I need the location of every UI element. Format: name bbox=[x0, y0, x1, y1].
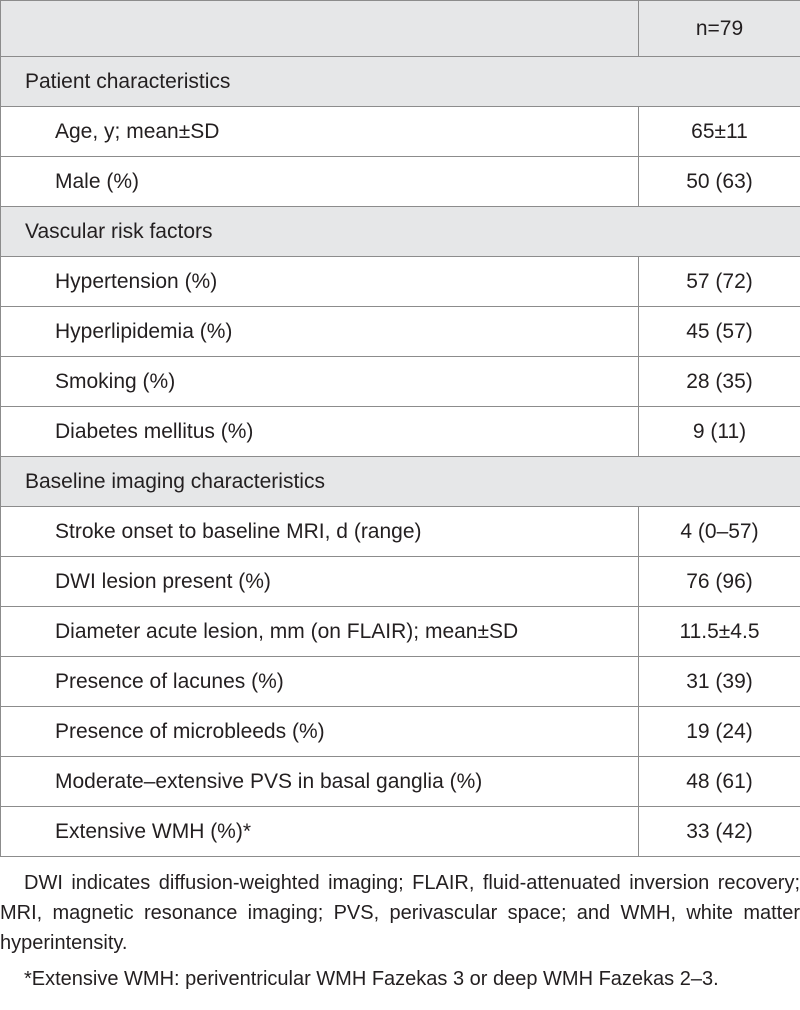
row-value: 65±11 bbox=[639, 107, 800, 157]
abbreviations-footnote: DWI indicates diffusion-weighted imaging; FLAIR, fluid-attenuated inversion recovery; MRI, magnetic resonance imaging; PVS, perivascular space; and WMH, white matter hyperintensity. bbox=[0, 872, 800, 954]
table-row bbox=[1, 157, 800, 207]
header-sample-size: n=79 bbox=[639, 1, 800, 57]
table-row bbox=[1, 707, 800, 757]
row-label: Smoking (%) bbox=[1, 357, 639, 407]
section-patient-characteristics bbox=[1, 57, 800, 107]
section-vascular-risk-factors bbox=[1, 207, 800, 257]
table-row bbox=[1, 607, 800, 657]
row-value: 45 (57) bbox=[639, 307, 800, 357]
row-value: 50 (63) bbox=[639, 157, 800, 207]
row-label: Diabetes mellitus (%) bbox=[1, 407, 639, 457]
section-baseline-imaging bbox=[1, 457, 800, 507]
table-row bbox=[1, 657, 800, 707]
section-title: Baseline imaging characteristics bbox=[1, 457, 800, 507]
row-value: 57 (72) bbox=[639, 257, 800, 307]
table-row bbox=[1, 257, 800, 307]
section-title: Patient characteristics bbox=[1, 57, 800, 107]
table-row bbox=[1, 507, 800, 557]
table-row bbox=[1, 357, 800, 407]
table-row bbox=[1, 407, 800, 457]
row-value: 28 (35) bbox=[639, 357, 800, 407]
row-label: Moderate–extensive PVS in basal ganglia (%) bbox=[1, 757, 639, 807]
table-row bbox=[1, 757, 800, 807]
section-title: Vascular risk factors bbox=[1, 207, 800, 257]
row-label: Diameter acute lesion, mm (on FLAIR); mean±SD bbox=[1, 607, 639, 657]
row-label: Presence of microbleeds (%) bbox=[1, 707, 639, 757]
table-row bbox=[1, 557, 800, 607]
asterisk-footnote: *Extensive WMH: periventricular WMH Fazekas 3 or deep WMH Fazekas 2–3. bbox=[24, 968, 719, 990]
row-value: 48 (61) bbox=[639, 757, 800, 807]
header-label-cell bbox=[1, 1, 639, 57]
row-label: Hypertension (%) bbox=[1, 257, 639, 307]
row-value: 4 (0–57) bbox=[639, 507, 800, 557]
row-label: Stroke onset to baseline MRI, d (range) bbox=[1, 507, 639, 557]
row-label: DWI lesion present (%) bbox=[1, 557, 639, 607]
row-value: 31 (39) bbox=[639, 657, 800, 707]
table-row bbox=[1, 107, 800, 157]
row-label: Extensive WMH (%)* bbox=[1, 807, 639, 857]
row-label: Age, y; mean±SD bbox=[1, 107, 639, 157]
table-footnotes bbox=[0, 868, 800, 994]
row-label: Presence of lacunes (%) bbox=[1, 657, 639, 707]
row-label: Male (%) bbox=[1, 157, 639, 207]
row-value: 9 (11) bbox=[639, 407, 800, 457]
row-label: Hyperlipidemia (%) bbox=[1, 307, 639, 357]
row-value: 76 (96) bbox=[639, 557, 800, 607]
row-value: 19 (24) bbox=[639, 707, 800, 757]
table-row bbox=[1, 307, 800, 357]
table-row bbox=[1, 807, 800, 857]
table-header-row bbox=[1, 1, 800, 57]
row-value: 11.5±4.5 bbox=[639, 607, 800, 657]
row-value: 33 (42) bbox=[639, 807, 800, 857]
